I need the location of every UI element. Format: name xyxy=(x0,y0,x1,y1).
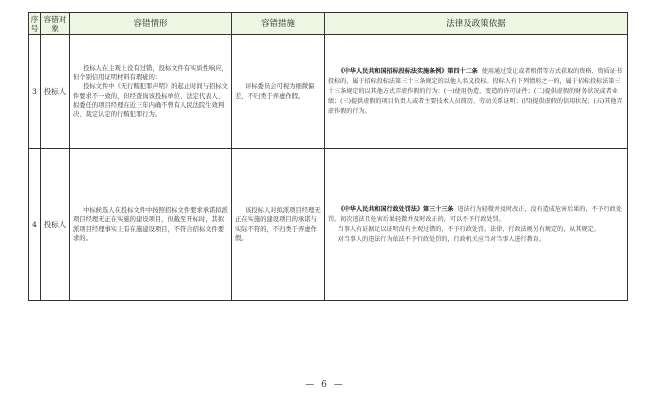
law-paragraph xyxy=(328,205,624,225)
row-law-basis xyxy=(325,149,628,301)
law-paragraph: 对当事人的违法行为依法不予行政处罚的，行政机关应当对当事人进行教育。 xyxy=(337,235,545,243)
table-row xyxy=(29,35,628,149)
row-seq: 3 xyxy=(29,35,41,149)
row-measure xyxy=(232,149,325,301)
header-seq: 序号 xyxy=(29,13,41,35)
law-paragraph: 当事人有证据足以证明没有主观过错的，不予行政处罚。法律、行政法规另有规定的，从其规定。 xyxy=(337,225,600,233)
tolerance-table xyxy=(28,12,628,301)
row-situation xyxy=(70,35,232,149)
law-title: 《中华人民共和国行政处罚法》第三十三条 xyxy=(337,205,454,213)
row-law-basis xyxy=(325,35,628,149)
row-seq: 4 xyxy=(29,149,41,301)
law-text: 使用通过受让或者租借等方式获取的资格、资质证书投标的，属于招标投标法第三十三条规定的以他人名义投标。投标人有下列情形之一的，属于招标投标法第三十三条规定的以其他方式弄虚作假的行为：(一)使用伪造、变造的许可证件；(二)提供虚假的财务状况或者业绩；(三)提供虚假的项目负责人或者主要技术人员简历、劳动关系证明；(四)提供虚假的信用状况；(五)其他弄虚作假的行为。 xyxy=(328,67,623,115)
row-object: 投标人 xyxy=(41,149,70,301)
measure-text: 评标委员会可视为细微偏差，不归类于弄虚作假。 xyxy=(235,83,315,100)
header-object: 容错对象 xyxy=(41,13,70,35)
header-situation: 容错情形 xyxy=(70,13,232,35)
table-row xyxy=(29,149,628,301)
law-text: 违法行为轻微并及时改正，没有造成危害后果的，不予行政处罚。初次违法且危害后果轻微并及时改正的，可以不予行政处罚。 xyxy=(328,205,622,223)
law-title: 《中华人民共和国招标投标法实施条例》第四十二条 xyxy=(337,67,478,75)
header-row xyxy=(29,13,628,35)
row-object: 投标人 xyxy=(41,35,70,149)
header-measure: 容错措施 xyxy=(232,13,325,35)
header-basis: 法律及政策依据 xyxy=(325,13,628,35)
situation-paragraph: 投标人在主观上没有过错，投标文件有实质性响应，但个别信用证明材料有瑕疵的： xyxy=(73,64,228,82)
row-measure xyxy=(232,35,325,149)
row-situation xyxy=(70,149,232,301)
situation-paragraph: 中标候选人在投标文件中按照招标文件要求承诺拟派项目经理无正在实施的建设项目，但截至开标时，其拟派项目经理事实上有在施建设项目，不符合招标文件要求的。 xyxy=(73,207,228,242)
situation-paragraph: 投标文件中《无行贿犯罪声明》的起止时间与招标文件要求不一致的，但经查询该投标单位、法定代表人、拟委任的项目经理在近三年内确不曾有人民法院生效判决、裁定认定的行贿犯罪行为。 xyxy=(73,83,228,118)
measure-text: 该投标人对拟派项目经理无正在实施的建设项目的承诺与实际不符的，不归类于弄虚作假。 xyxy=(235,207,321,242)
law-paragraph xyxy=(328,67,624,117)
page-number: — 6 — xyxy=(305,380,345,390)
